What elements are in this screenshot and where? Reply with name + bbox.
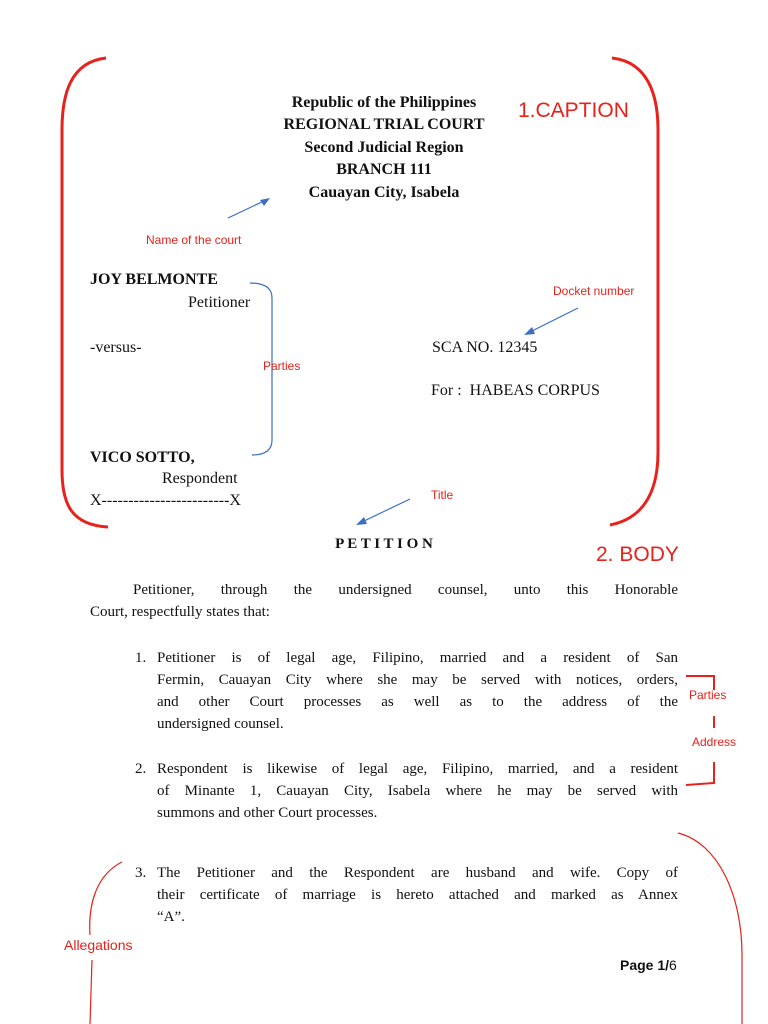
- item-2-line-3: summons and other Court processes.: [157, 805, 378, 821]
- item-3-line-1: The Petitioner and the Respondent are husband and wife. Copy of: [157, 865, 678, 881]
- item-3-number: 3.: [135, 865, 147, 881]
- allegations-bracket-left: [90, 862, 122, 935]
- document-title: P E T I T I O N: [335, 536, 433, 552]
- item-3-line-3: “A”.: [157, 909, 185, 925]
- docket-number: SCA NO. 12345: [432, 339, 538, 356]
- for-value: HABEAS CORPUS: [469, 382, 600, 399]
- item-1-line-3: and other Court processes as well as to the address of the: [157, 694, 678, 710]
- court-line-region: Second Judicial Region: [304, 139, 464, 156]
- petitioner-name: JOY BELMONTE: [90, 271, 218, 288]
- respondent-label: Respondent: [162, 470, 238, 487]
- arrow-docket-number: [530, 308, 578, 332]
- court-line-republic: Republic of the Philippines: [291, 94, 477, 111]
- court-line-branch: BRANCH 111: [336, 161, 432, 178]
- versus-label: -versus-: [90, 339, 142, 356]
- annotation-parties: Parties: [263, 359, 301, 373]
- page-number: [620, 957, 677, 973]
- annotation-address: Address: [692, 735, 737, 749]
- arrow-title: [362, 499, 410, 522]
- item-2-line-2: of Minante 1, Cauayan City, Isabela where he may be served with: [157, 783, 678, 799]
- item-1-line-2: Fermin, Cauayan City where she may be served with notices, orders,: [157, 672, 678, 688]
- item-2-line-1: Respondent is likewise of legal age, Filipino, married, and a resident: [157, 761, 678, 777]
- respondent-name: VICO SOTTO,: [90, 449, 195, 466]
- for-label: For :: [431, 382, 462, 399]
- intro-line-1: Petitioner, through the undersigned counsel, unto this Honorable: [133, 582, 678, 598]
- caption-separator: X------------------------X: [90, 492, 241, 509]
- annotation-caption: 1.CAPTION: [518, 99, 629, 122]
- allegations-bracket-right: [678, 833, 742, 1024]
- item-3-line-2: their certificate of marriage is hereto attached and marked as Annex: [157, 887, 678, 903]
- case-nature: [431, 382, 600, 400]
- petitioner-label: Petitioner: [188, 294, 251, 311]
- page-sep: /: [665, 957, 670, 973]
- court-line-rtc: REGIONAL TRIAL COURT: [283, 116, 485, 133]
- annotation-docket-number: Docket number: [553, 284, 635, 298]
- item-1-number: 1.: [135, 650, 147, 666]
- court-line-city: Cauayan City, Isabela: [308, 184, 460, 201]
- page-total: 6: [669, 957, 677, 973]
- annotation-name-of-court: Name of the court: [146, 233, 242, 247]
- annotation-allegations: Allegations: [64, 937, 133, 953]
- item-2-number: 2.: [135, 761, 147, 777]
- annotation-title: Title: [431, 488, 454, 502]
- page-current: 1: [657, 957, 666, 973]
- annotation-body: 2. BODY: [596, 543, 679, 566]
- arrow-name-of-court: [228, 201, 264, 218]
- item-1-line-1: Petitioner is of legal age, Filipino, married and a resident of San: [157, 650, 678, 666]
- page-label: Page: [620, 957, 654, 973]
- item-1-line-4: undersigned counsel.: [157, 716, 284, 732]
- intro-line-2: Court, respectfully states that:: [90, 604, 270, 620]
- annotation-body-parties: Parties: [689, 688, 727, 702]
